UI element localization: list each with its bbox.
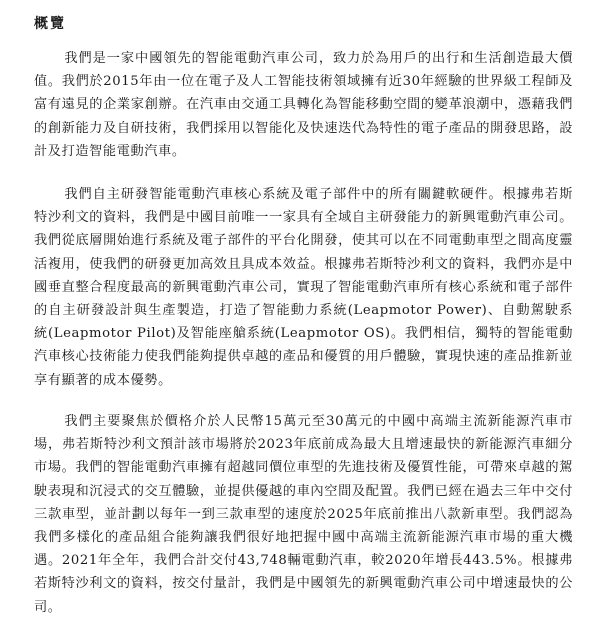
section-heading: 概覽 [34,16,66,32]
paragraph-technology: 我們自主研發智能電動汽車核心系統及電子部件中的所有關鍵軟硬件。根據弗若斯特沙利文的資料，我們是中國目前唯一一家具有全域自主研發能力的新興電動汽車公司。我們從底層開始進行系統及電子部件的平台化開發，使其可以在不同電動車型之間高度靈活複用，使我們的研發更加高效且具成本效益。根據弗若斯特沙利文的資料，我們亦是中國垂直整合程度最高的新興電動汽車公司，實現了智能電動汽車所有核心系統和電子部件的自主研發設計與生產製造，打造了智能動力系統(Leapmotor Power)、自動駕駛系統(Leapmotor Pilot)及智能座艙系統(Leapmotor OS)。我們相信，獨特的智能電動汽車核心技術能力使我們能夠提供卓越的產品和優質的用戶體驗，實現快速的產品推新並享有顯著的成本優勢。 [34,187,573,388]
paragraph-company-intro: 我們是一家中國領先的智能電動汽車公司，致力於為用戶的出行和生活創造最大價值。我們於2015年由一位在電子及人工智能技術領域擁有近30年經驗的世界級工程師及富有遠見的企業家創辦。在汽車由交通工具轉化為智能移動空間的變革浪潮中，憑藉我們的創新能力及自研技術，我們採用以智能化及快速迭代為特性的電子產品的開發思路，設計及打造智能電動汽車。 [34,51,573,159]
paragraph-market: 我們主要聚焦於價格介於人民幣15萬元至30萬元的中國中高端主流新能源汽車市場，弗若斯特沙利文預計該市場將於2023年底前成為最大且增速最快的新能源汽車細分市場。我們的智能電動汽車擁有超越同價位車型的先進技術及優質性能，可帶來卓越的駕駛表現和沉浸式的交互體驗，並提供優越的車內空間及配置。我們已經在過去三年中交付三款車型，並計劃以每年一到三款車型的速度於2025年底前推出八款新車型。我們認為我們多樣化的產品組合能夠讓我們很好地把握中國中高端主流新能源汽車市場的重大機遇。2021年全年，我們合計交付43,748輛電動汽車，較2020年增長443.5%。根據弗若斯特沙利文的資料，按交付量計，我們是中國領先的新興電動汽車公司中增速最快的公司。 [34,414,573,615]
